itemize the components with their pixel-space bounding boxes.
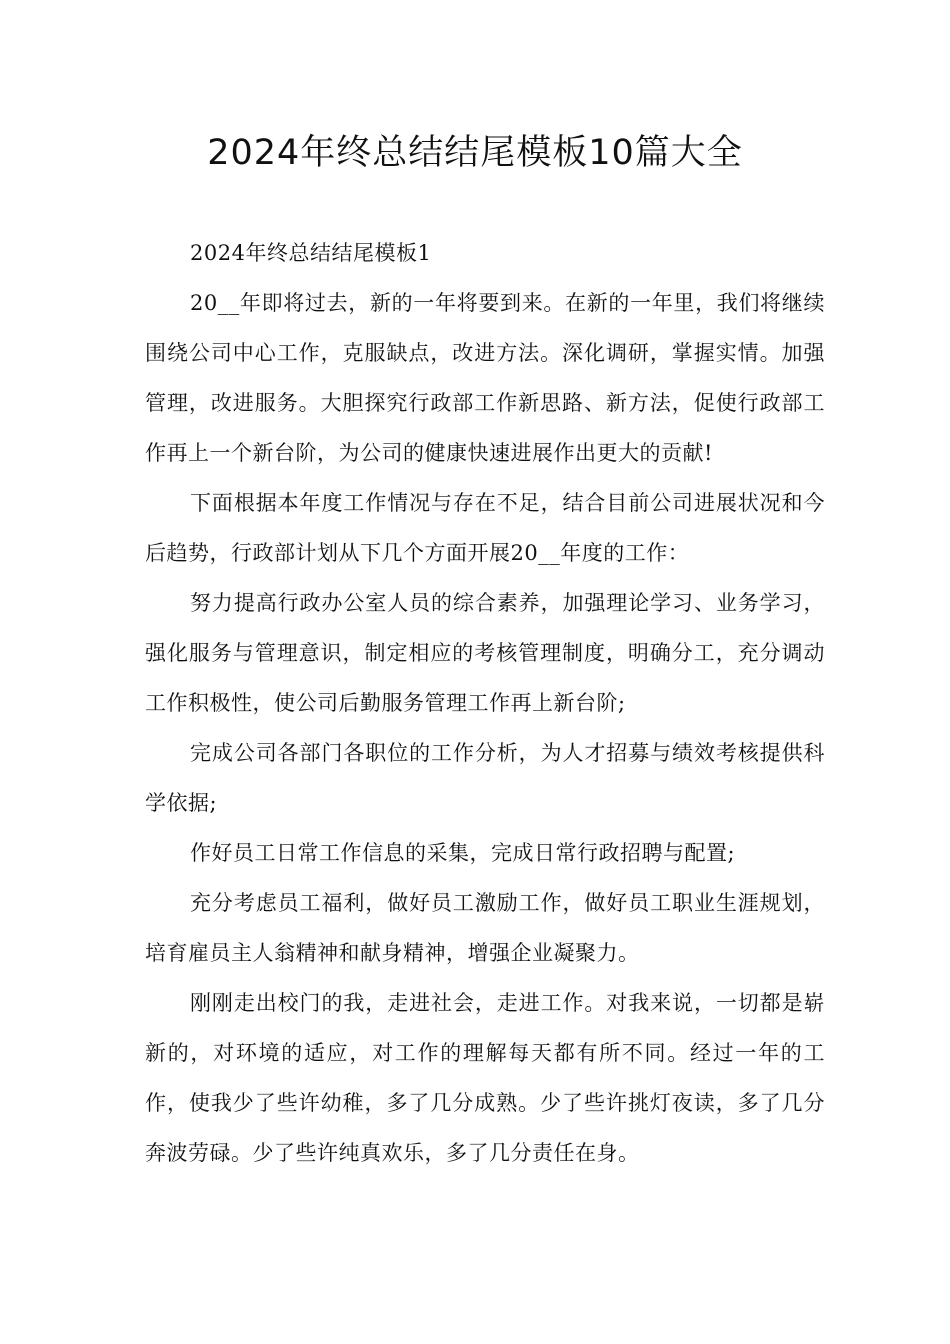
paragraph-1: 20__年即将过去，新的一年将要到来。在新的一年里，我们将继续围绕公司中心工作，克服缺点，改进方法。深化调研，掌握实情。加强管理，改进服务。大胆探究行政部工作新思路、新方法，促使行政部工作再上一个新台阶，为公司的健康快速进展作出更大的贡献! (145, 291, 825, 465)
paragraph-5: 作好员工日常工作信息的采集，完成日常行政招聘与配置; (190, 841, 736, 865)
paragraph-7: 刚刚走出校门的我，走进社会，走进工作。对我来说，一切都是崭新的，对环境的适应，对工作的理解每天都有所不同。经过一年的工作，使我少了些许幼稚，多了几分成熟。少了些许挑灯夜读，多了几分奔波劳碌。少了些许纯真欢乐，多了几分责任在身。 (145, 991, 825, 1165)
paragraph-4: 完成公司各部门各职位的工作分析，为人才招募与绩效考核提供科学依据; (145, 741, 825, 815)
paragraph-6: 充分考虑员工福利，做好员工激励工作，做好员工职业生涯规划，培育雇员主人翁精神和献身精神，增强企业凝聚力。 (145, 891, 825, 965)
paragraph-2: 下面根据本年度工作情况与存在不足，结合目前公司进展状况和今后趋势，行政部计划从下几个方面开展20__年度的工作： (145, 491, 825, 565)
paragraph-3: 努力提高行政办公室人员的综合素养，加强理论学习、业务学习，强化服务与管理意识，制定相应的考核管理制度，明确分工，充分调动工作积极性，使公司后勤服务管理工作再上新台阶; (145, 591, 825, 715)
document-title: 2024年终总结结尾模板10篇大全 (207, 133, 743, 173)
section-subheading: 2024年终总结结尾模板1 (190, 241, 432, 265)
document-body (145, 228, 825, 1178)
